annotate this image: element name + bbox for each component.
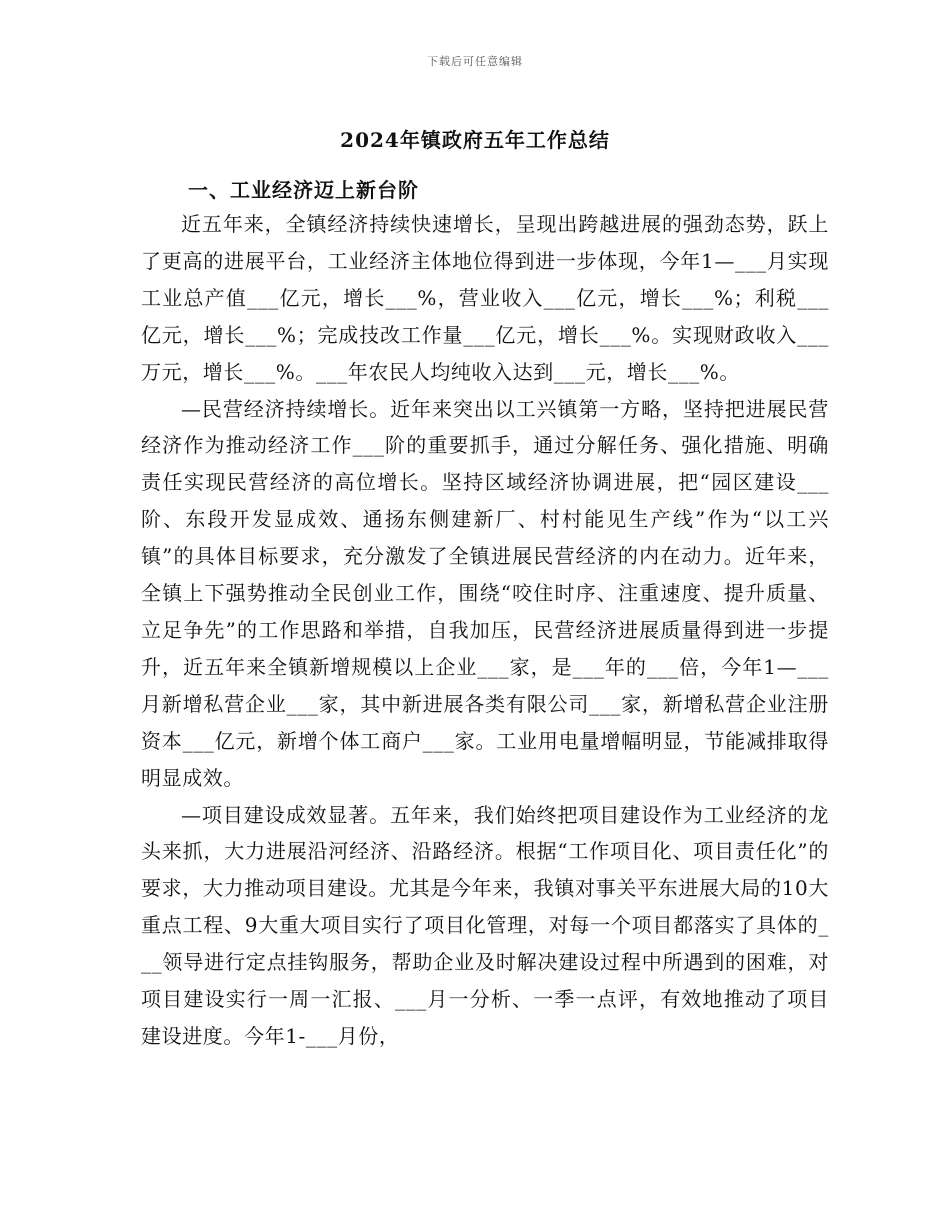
paragraph-project-construction: —项目建设成效显著。五年来，我们始终把项目建设作为工业经济的龙头来抓，大力进展沿河经济、沿路经济。根据“工作项目化、项目责任化”的要求，大力推动项目建设。尤其是今年来，我镇对事关平东进展大局的10大重点工程、9大重大项目实行了项目化管理，对每一个项目都落实了具体的___领导进行定点挂钩服务，帮助企业及时解决建设过程中所遇到的困难，对项目建设实行一周一汇报、___月一分析、一季一点评，有效地推动了项目建设进度。今年1-___月份，	[141, 802, 829, 1048]
section-heading: 一、工业经济迈上新台阶	[188, 178, 419, 202]
paragraph-private-economy: —民营经济持续增长。近年来突出以工兴镇第一方略，坚持把进展民营经济作为推动经济工作___阶的重要抓手，通过分解任务、强化措施、明确责任实现民营经济的高位增长。坚持区域经济协调进展，把“园区建设___阶、东段开发显成效、通扬东侧建新厂、村村能见生产线”作为“以工兴镇”的具体目标要求，充分激发了全镇进展民营经济的内在动力。近年来，全镇上下强势推动全民创业工作，围绕“咬住时序、注重速度、提升质量、立足争先”的工作思路和举措，自我加压，民营经济进展质量得到进一步提升，近五年来全镇新增规模以上企业___家，是___年的___倍，今年1—___月新增私营企业___家，其中新进展各类有限公司___家，新增私营企业注册资本___亿元，新增个体工商户___家。工业用电量增幅明显，节能减排取得明显成效。	[141, 396, 829, 790]
document-title: 2024年镇政府五年工作总结	[340, 128, 610, 152]
page-header-note: 下载后可任意编辑	[427, 55, 523, 68]
paragraph-industrial-overview: 近五年来，全镇经济持续快速增长，呈现出跨越进展的强劲态势，跃上了更高的进展平台，工业经济主体地位得到进一步体现，今年1—___月实现工业总产值___亿元，增长___%，营业收入___亿元，增长___%；利税___亿元，增长___%；完成技改工作量___亿元，增长___%。实现财政收入___万元，增长___%。___年农民人均纯收入达到___元，增长___%。	[141, 212, 829, 384]
document-body	[141, 206, 829, 1055]
